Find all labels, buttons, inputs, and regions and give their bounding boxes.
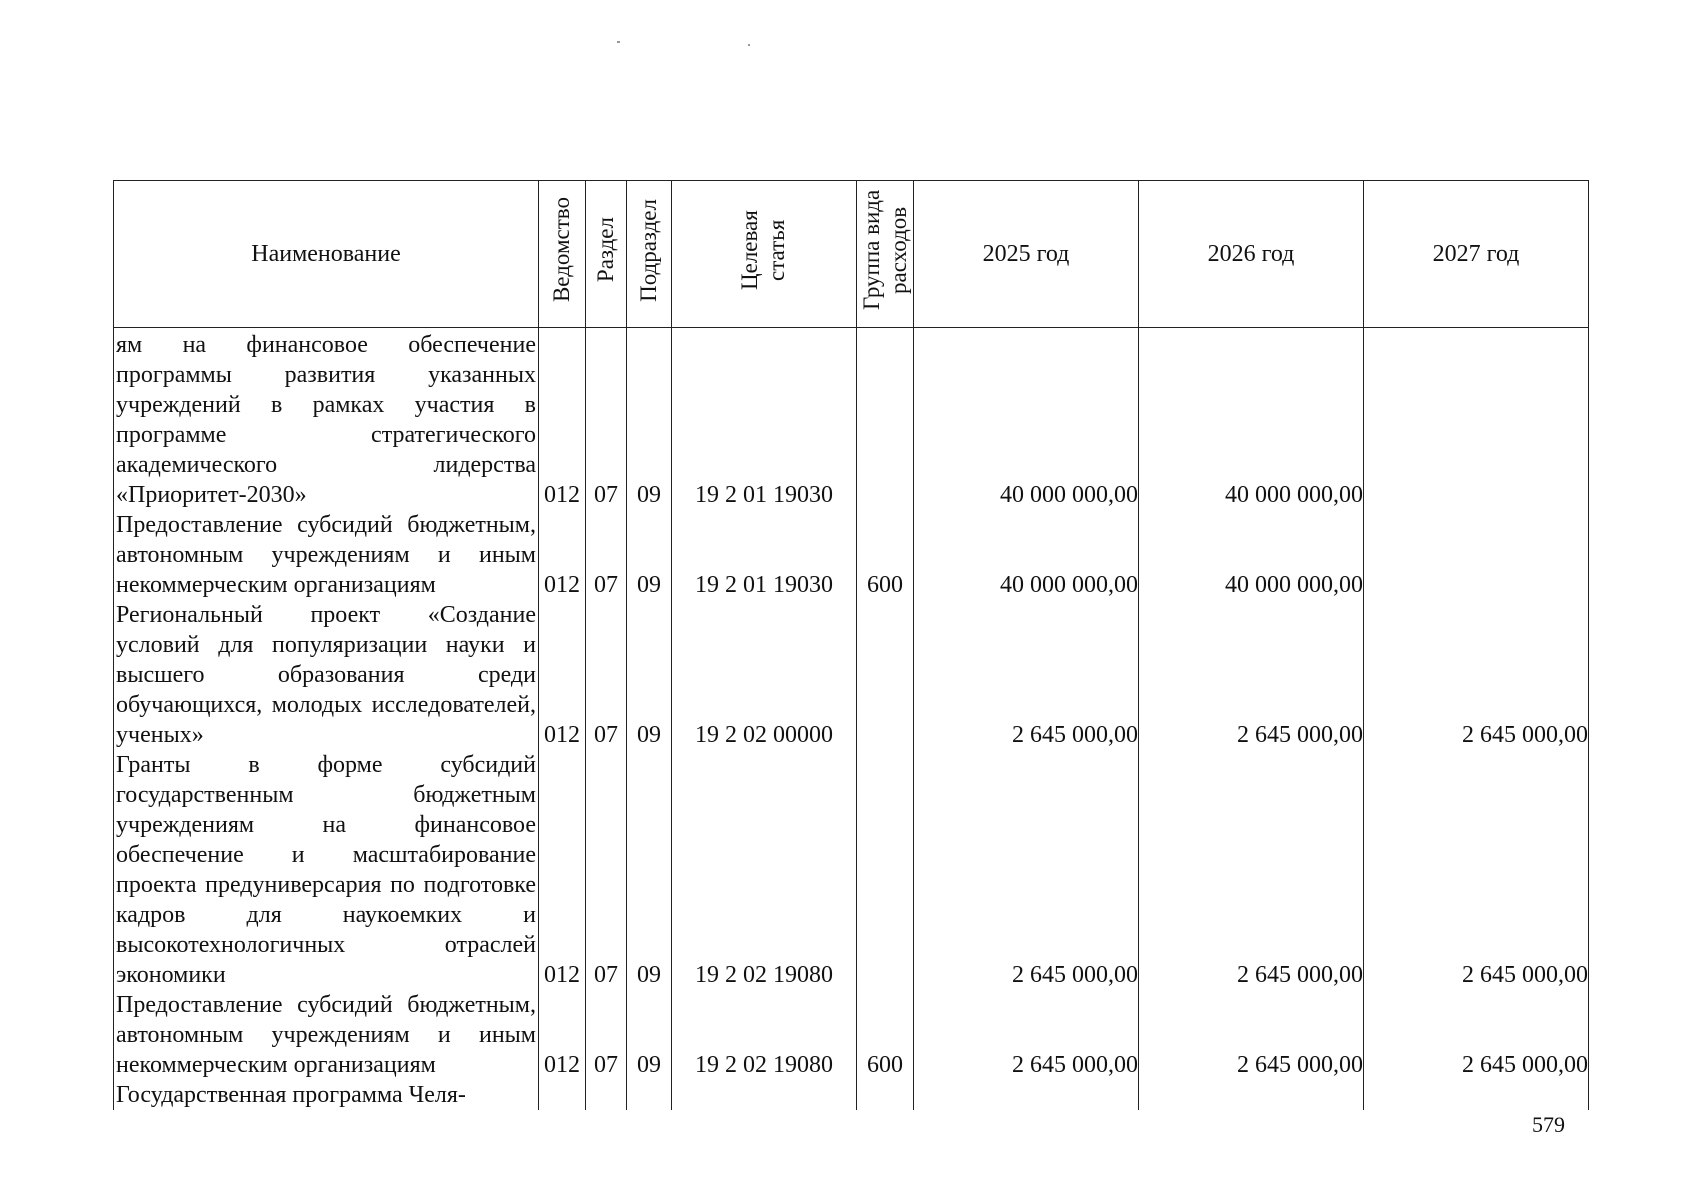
row-name: Предоставление субсидий бюджетным, автономным учреждениям и иным некоммерческим организациям <box>114 990 539 1080</box>
row-amount-2026 <box>1139 1080 1364 1110</box>
table-row <box>114 328 1589 511</box>
row-amount-2026: 2 645 000,00 <box>1139 600 1364 750</box>
row-section: 07 <box>586 990 627 1080</box>
row-target-article: 19 2 02 00000 <box>672 600 857 750</box>
row-subsection: 09 <box>627 990 672 1080</box>
row-amount-2027 <box>1364 510 1589 600</box>
row-target-article: 19 2 01 19030 <box>672 510 857 600</box>
row-amount-2027 <box>1364 328 1589 511</box>
row-name: Государственная программа Челя- <box>114 1080 539 1110</box>
row-amount-2026: 2 645 000,00 <box>1139 990 1364 1080</box>
row-amount-2025: 40 000 000,00 <box>914 510 1139 600</box>
row-department: 012 <box>539 510 586 600</box>
row-department: 012 <box>539 750 586 990</box>
table-row <box>114 990 1589 1080</box>
table-header-row <box>114 181 1589 328</box>
table-row <box>114 750 1589 990</box>
page-number: 579 <box>1532 1112 1565 1137</box>
row-section <box>586 1080 627 1110</box>
row-subsection <box>627 1080 672 1110</box>
table-row <box>114 600 1589 750</box>
row-name: Гранты в форме субсидий государственным бюджетным учреждениям на финансовое обеспечение и масштабирование проекта предуниверсария по подготовке кадров для наукоемких и высокотехнологичных отраслей экономики <box>114 750 539 990</box>
row-section: 07 <box>586 750 627 990</box>
header-section: Раздел <box>586 181 627 328</box>
row-subsection: 09 <box>627 600 672 750</box>
header-subsection: Подраздел <box>627 181 672 328</box>
row-expense-group: 600 <box>857 510 914 600</box>
header-year-2027: 2027 год <box>1364 181 1589 328</box>
row-section: 07 <box>586 600 627 750</box>
row-department: 012 <box>539 990 586 1080</box>
row-amount-2026: 40 000 000,00 <box>1139 328 1364 511</box>
scan-speck <box>617 41 620 43</box>
row-target-article <box>672 1080 857 1110</box>
row-name: ям на финансовое обеспечение программы развития указанных учреждений в рамках участия в программе стратегического академического лидерства «Приоритет-2030» <box>114 328 539 511</box>
row-department <box>539 1080 586 1110</box>
row-section: 07 <box>586 510 627 600</box>
row-amount-2025: 2 645 000,00 <box>914 990 1139 1080</box>
row-amount-2027: 2 645 000,00 <box>1364 990 1589 1080</box>
row-expense-group: 600 <box>857 990 914 1080</box>
row-target-article: 19 2 02 19080 <box>672 750 857 990</box>
row-subsection: 09 <box>627 328 672 511</box>
scan-speck <box>748 44 750 46</box>
row-amount-2027 <box>1364 1080 1589 1110</box>
header-expense-group: Группа вида расходов <box>857 181 914 328</box>
row-name: Региональный проект «Создание условий для популяризации науки и высшего образования среди обучающихся, молодых исследователей, ученых» <box>114 600 539 750</box>
budget-table <box>113 180 1589 1110</box>
row-amount-2026: 2 645 000,00 <box>1139 750 1364 990</box>
row-amount-2027: 2 645 000,00 <box>1364 750 1589 990</box>
row-expense-group <box>857 750 914 990</box>
row-amount-2025: 2 645 000,00 <box>914 750 1139 990</box>
row-amount-2026: 40 000 000,00 <box>1139 510 1364 600</box>
row-expense-group <box>857 1080 914 1110</box>
row-amount-2027: 2 645 000,00 <box>1364 600 1589 750</box>
row-name: Предоставление субсидий бюджетным, автономным учреждениям и иным некоммерческим организациям <box>114 510 539 600</box>
row-expense-group <box>857 600 914 750</box>
table-row <box>114 510 1589 600</box>
header-year-2025: 2025 год <box>914 181 1139 328</box>
row-target-article: 19 2 01 19030 <box>672 328 857 511</box>
row-target-article: 19 2 02 19080 <box>672 990 857 1080</box>
row-section: 07 <box>586 328 627 511</box>
header-department: Ведомство <box>539 181 586 328</box>
row-expense-group <box>857 328 914 511</box>
row-department: 012 <box>539 328 586 511</box>
header-year-2026: 2026 год <box>1139 181 1364 328</box>
row-subsection: 09 <box>627 750 672 990</box>
row-amount-2025: 40 000 000,00 <box>914 328 1139 511</box>
header-target-article: Целевая статья <box>672 181 857 328</box>
row-department: 012 <box>539 600 586 750</box>
table-row-continued <box>114 1080 1589 1110</box>
header-name: Наименование <box>114 181 539 328</box>
row-amount-2025 <box>914 1080 1139 1110</box>
row-amount-2025: 2 645 000,00 <box>914 600 1139 750</box>
row-subsection: 09 <box>627 510 672 600</box>
